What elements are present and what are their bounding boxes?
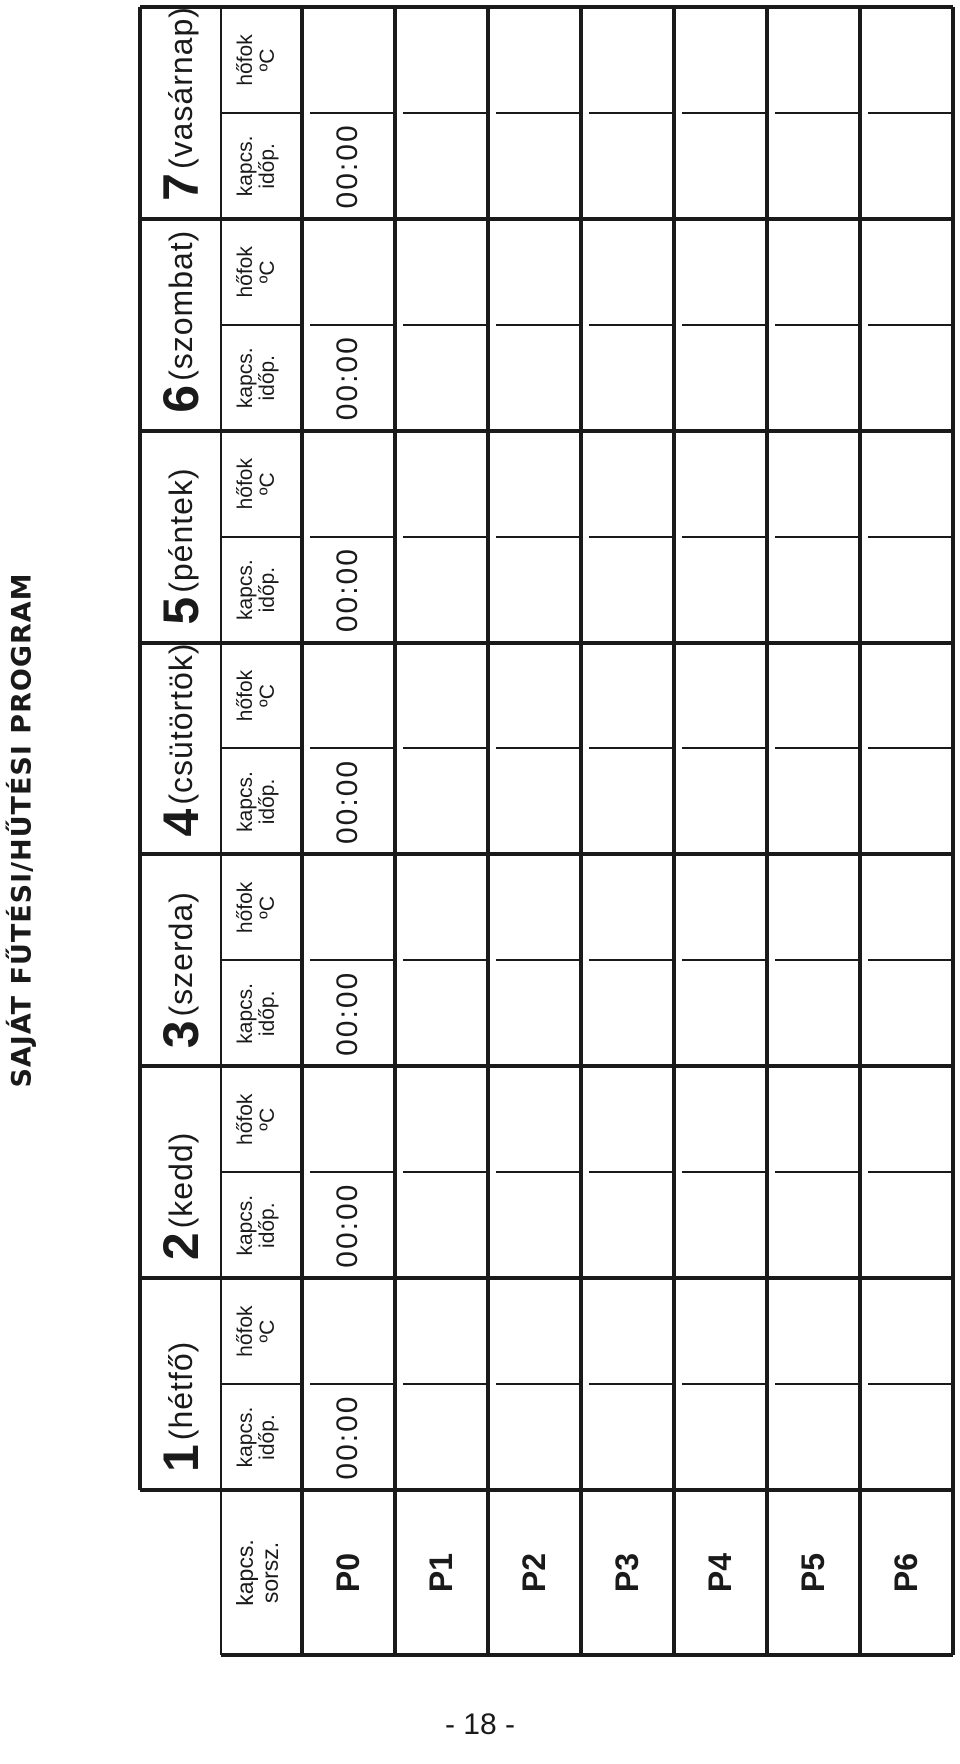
switch-time-header bbox=[235, 1172, 279, 1278]
day-number: 4 bbox=[153, 808, 209, 837]
temperature-cell[interactable] bbox=[796, 1066, 832, 1172]
switch-time-header-line2: időp. bbox=[256, 990, 279, 1037]
temperature-cell[interactable] bbox=[610, 643, 646, 749]
table-top-border bbox=[138, 7, 142, 1490]
temperature-header-line1: hőfok bbox=[234, 458, 257, 510]
temperature-header bbox=[235, 1066, 279, 1172]
program-row-label: P2 bbox=[515, 1552, 552, 1593]
temperature-cell[interactable] bbox=[610, 854, 646, 960]
temperature-header-line2: ºC bbox=[256, 684, 279, 707]
temperature-cell[interactable] bbox=[703, 643, 739, 749]
temperature-cell[interactable] bbox=[517, 643, 553, 749]
temperature-cell[interactable] bbox=[796, 431, 832, 537]
day-number: 7 bbox=[153, 173, 209, 201]
row-separator bbox=[765, 7, 769, 1655]
temperature-header-line2: ºC bbox=[256, 48, 279, 72]
temperature-header bbox=[235, 431, 279, 537]
switch-time-header bbox=[235, 113, 279, 219]
label-header-top bbox=[220, 1490, 222, 1655]
switch-time-cell[interactable]: 00:00 bbox=[330, 1394, 364, 1480]
temperature-cell[interactable] bbox=[517, 1278, 553, 1384]
switch-time-header-line2: időp. bbox=[256, 354, 279, 401]
temperature-cell[interactable] bbox=[517, 7, 553, 113]
temperature-cell[interactable] bbox=[331, 7, 367, 113]
row-separator bbox=[486, 7, 490, 1655]
temperature-header bbox=[235, 7, 279, 113]
table-bottom-border bbox=[951, 7, 955, 1655]
temperature-cell[interactable] bbox=[889, 219, 925, 325]
switch-time-header-line2: időp. bbox=[256, 1202, 279, 1248]
temperature-cell[interactable] bbox=[424, 1278, 460, 1384]
row-separator bbox=[393, 7, 397, 1655]
temperature-cell[interactable] bbox=[331, 1278, 367, 1384]
program-row-label: P3 bbox=[608, 1552, 645, 1593]
switch-time-header bbox=[235, 960, 279, 1066]
program-table-wrapper bbox=[140, 7, 953, 1655]
day-header-2 bbox=[152, 1132, 210, 1261]
day-header-5 bbox=[152, 467, 210, 624]
program-row-label: P1 bbox=[422, 1552, 459, 1593]
day-name: (vasárnap) bbox=[163, 6, 199, 170]
program-row-label: P4 bbox=[701, 1552, 738, 1593]
switch-time-header bbox=[235, 537, 279, 643]
day-number: 2 bbox=[153, 1232, 209, 1261]
temperature-header-line1: hőfok bbox=[234, 1093, 257, 1145]
temperature-cell[interactable] bbox=[889, 431, 925, 537]
day-name: (szerda) bbox=[163, 891, 199, 1017]
temperature-cell[interactable] bbox=[703, 854, 739, 960]
switch-time-header-line2: időp. bbox=[256, 1414, 279, 1460]
day-name: (kedd) bbox=[163, 1131, 199, 1229]
temperature-cell[interactable] bbox=[517, 431, 553, 537]
temperature-cell[interactable] bbox=[331, 431, 367, 537]
temperature-cell[interactable] bbox=[796, 1278, 832, 1384]
switch-time-cell[interactable]: 00:00 bbox=[330, 758, 364, 845]
temperature-cell[interactable] bbox=[610, 1278, 646, 1384]
day-number: 1 bbox=[153, 1444, 209, 1472]
row-number-header-line2: sorsz. bbox=[257, 1541, 283, 1604]
temperature-cell[interactable] bbox=[889, 643, 925, 749]
temperature-cell[interactable] bbox=[331, 854, 367, 960]
program-row-label: P5 bbox=[794, 1552, 831, 1593]
temperature-header bbox=[235, 219, 279, 325]
temperature-header bbox=[235, 643, 279, 749]
temperature-header-line2: ºC bbox=[256, 260, 279, 284]
row-separator bbox=[579, 7, 583, 1655]
temperature-cell[interactable] bbox=[703, 1278, 739, 1384]
temperature-header-line1: hőfok bbox=[234, 34, 257, 86]
row-number-header-line1: kapcs. bbox=[232, 1539, 258, 1606]
heating-program-table bbox=[140, 7, 953, 1655]
temperature-cell[interactable] bbox=[889, 1066, 925, 1172]
temperature-cell[interactable] bbox=[703, 219, 739, 325]
temperature-header-line1: hőfok bbox=[234, 881, 257, 934]
day-name: (szombat) bbox=[163, 229, 199, 381]
switch-time-header bbox=[235, 1384, 279, 1490]
day-name: (péntek) bbox=[163, 467, 199, 593]
switch-time-cell[interactable]: 00:00 bbox=[330, 335, 364, 421]
temperature-header-line2: ºC bbox=[256, 1107, 279, 1131]
switch-time-cell[interactable]: 00:00 bbox=[330, 123, 364, 209]
switch-time-header-line2: időp. bbox=[256, 778, 279, 825]
day-name: (hétfő) bbox=[163, 1340, 199, 1441]
temperature-header-line2: ºC bbox=[256, 1319, 279, 1343]
temperature-header-line2: ºC bbox=[256, 472, 279, 496]
temperature-cell[interactable] bbox=[610, 7, 646, 113]
switch-time-header bbox=[235, 325, 279, 431]
temperature-cell[interactable] bbox=[796, 854, 832, 960]
temperature-cell[interactable] bbox=[424, 643, 460, 749]
program-row-label: P0 bbox=[329, 1552, 366, 1593]
switch-time-cell[interactable]: 00:00 bbox=[330, 970, 364, 1056]
day-header-4 bbox=[152, 642, 210, 836]
temperature-cell[interactable] bbox=[610, 431, 646, 537]
switch-time-header-line1: kapcs. bbox=[234, 135, 257, 197]
switch-time-header-line1: kapcs. bbox=[234, 771, 257, 832]
switch-time-header-line1: kapcs. bbox=[234, 1194, 257, 1256]
temperature-header-line1: hőfok bbox=[234, 1305, 257, 1357]
day-header-1 bbox=[152, 1341, 210, 1472]
switch-time-cell[interactable]: 00:00 bbox=[330, 1182, 364, 1268]
temperature-header-line1: hőfok bbox=[234, 246, 257, 298]
temperature-cell[interactable] bbox=[424, 219, 460, 325]
switch-time-header-line1: kapcs. bbox=[234, 982, 257, 1044]
temperature-cell[interactable] bbox=[703, 7, 739, 113]
temperature-cell[interactable] bbox=[610, 219, 646, 325]
temperature-cell[interactable] bbox=[796, 643, 832, 749]
temperature-header-line1: hőfok bbox=[234, 669, 257, 722]
temperature-cell[interactable] bbox=[517, 1066, 553, 1172]
day-name: (csütörtök) bbox=[163, 642, 199, 805]
page-title: SAJÁT FŰTÉSI/HŰTÉSI PROGRAM bbox=[6, 572, 38, 1088]
day-number: 3 bbox=[153, 1020, 209, 1049]
subheader-separator bbox=[300, 7, 304, 1655]
row-separator bbox=[858, 7, 862, 1655]
switch-time-header-line2: időp. bbox=[256, 143, 279, 189]
temperature-cell[interactable] bbox=[703, 1066, 739, 1172]
temperature-cell[interactable] bbox=[424, 7, 460, 113]
day-number: 6 bbox=[153, 384, 209, 413]
switch-time-header-line1: kapcs. bbox=[234, 1406, 257, 1468]
temperature-cell[interactable] bbox=[331, 219, 367, 325]
temperature-cell[interactable] bbox=[424, 1066, 460, 1172]
page-number: - 18 - bbox=[444, 1708, 516, 1741]
temperature-header bbox=[235, 854, 279, 960]
temperature-header bbox=[235, 1278, 279, 1384]
switch-time-header-line1: kapcs. bbox=[234, 559, 257, 620]
switch-time-header-line1: kapcs. bbox=[234, 347, 257, 409]
temperature-cell[interactable] bbox=[889, 1278, 925, 1384]
temperature-cell[interactable] bbox=[517, 219, 553, 325]
row-separator bbox=[672, 7, 676, 1655]
temperature-cell[interactable] bbox=[796, 7, 832, 113]
temperature-cell[interactable] bbox=[517, 854, 553, 960]
temperature-cell[interactable] bbox=[331, 643, 367, 749]
switch-time-header bbox=[235, 749, 279, 855]
temperature-cell[interactable] bbox=[889, 7, 925, 113]
temperature-header-line2: ºC bbox=[256, 895, 279, 919]
temperature-cell[interactable] bbox=[610, 1066, 646, 1172]
switch-time-cell[interactable]: 00:00 bbox=[330, 547, 364, 633]
day-header-7 bbox=[152, 6, 210, 201]
day-header-3 bbox=[152, 891, 210, 1048]
temperature-cell[interactable] bbox=[889, 854, 925, 960]
day-header-6 bbox=[152, 230, 210, 413]
temperature-cell[interactable] bbox=[424, 431, 460, 537]
temperature-cell[interactable] bbox=[703, 431, 739, 537]
day-number: 5 bbox=[153, 596, 209, 625]
temperature-cell[interactable] bbox=[331, 1066, 367, 1172]
program-row-label: P6 bbox=[887, 1552, 924, 1593]
temperature-cell[interactable] bbox=[796, 219, 832, 325]
switch-time-header-line2: időp. bbox=[256, 566, 279, 613]
row-number-header bbox=[233, 1490, 283, 1655]
temperature-cell[interactable] bbox=[424, 854, 460, 960]
